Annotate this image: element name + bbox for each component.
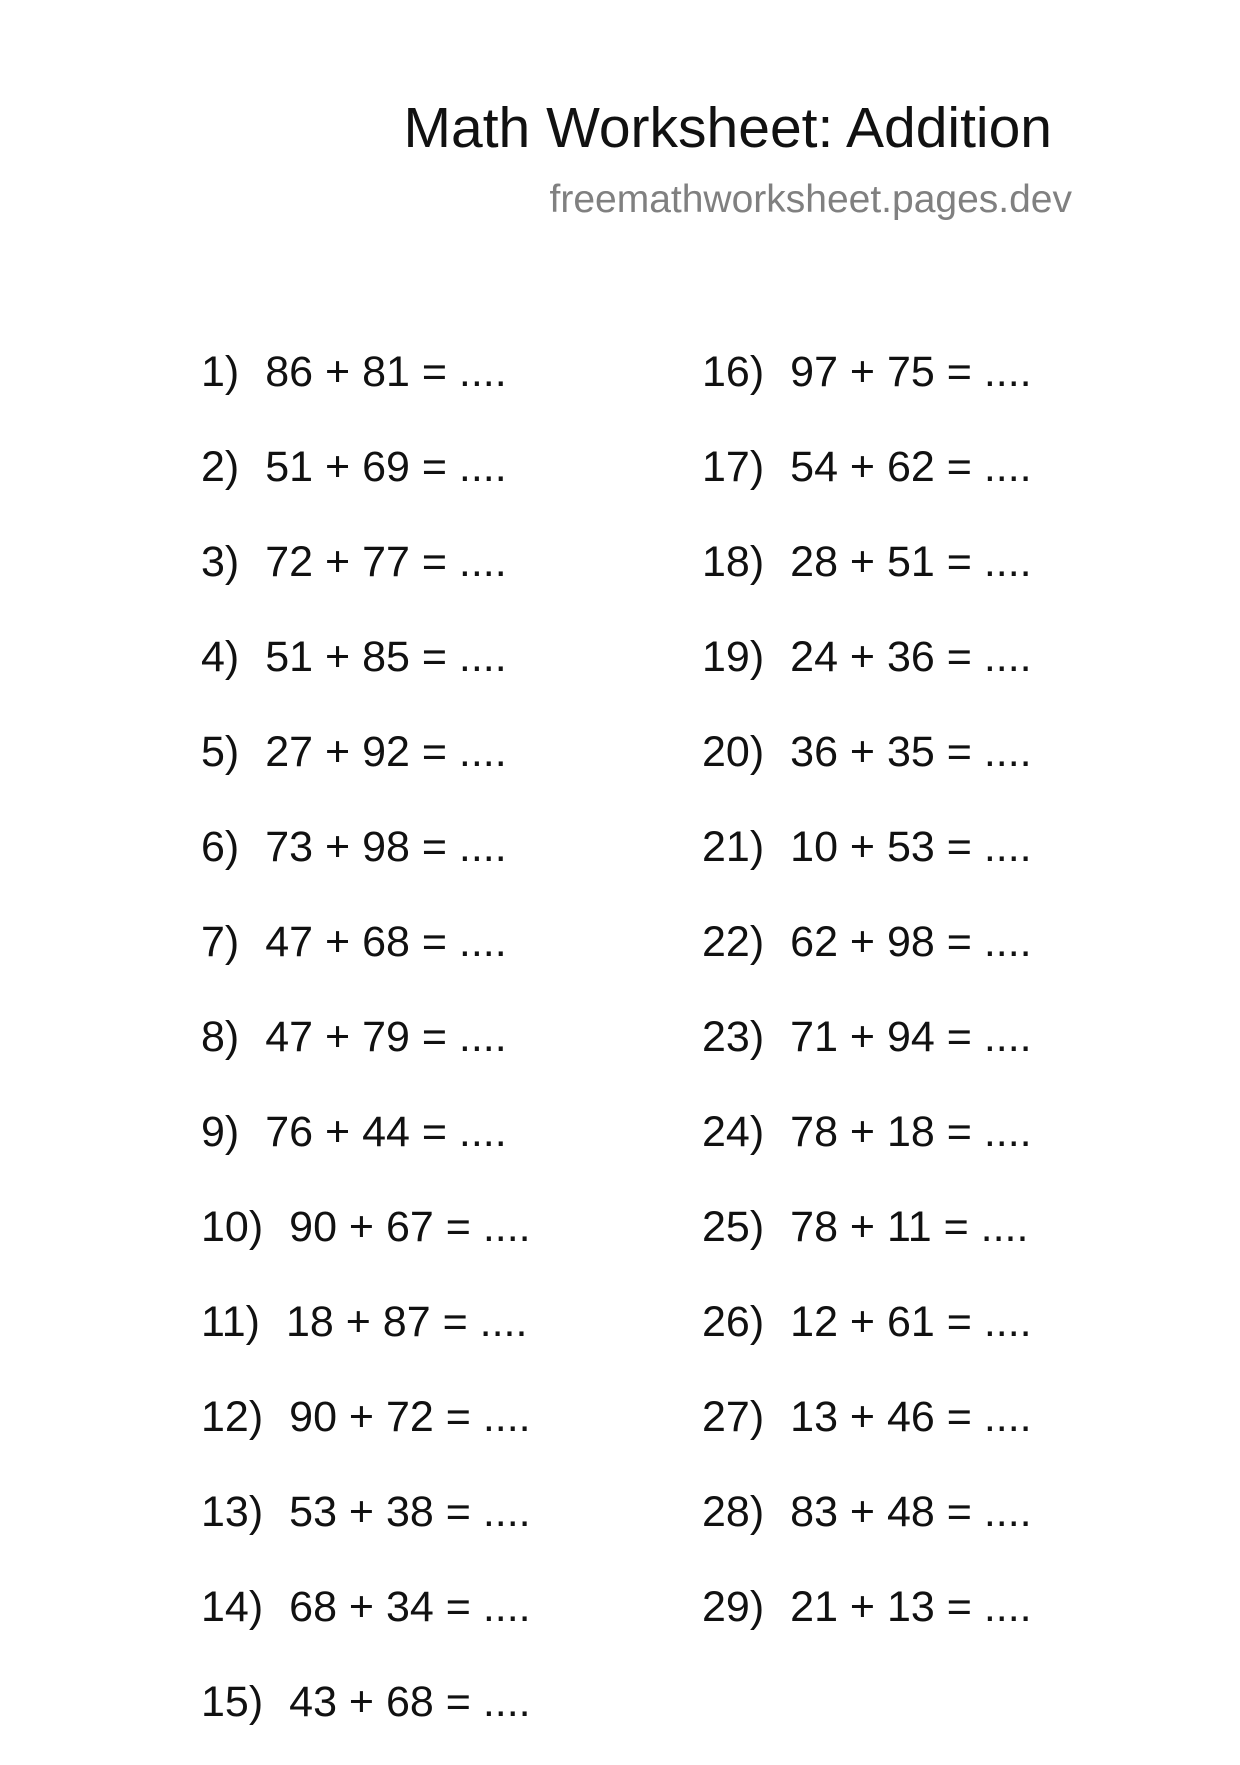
problem-number: 1) [201, 348, 240, 396]
problem-expression: 72 + 77 = .... [265, 538, 507, 586]
problem-item [201, 1195, 531, 1290]
problem-expression: 78 + 18 = .... [790, 1108, 1032, 1156]
problem-number: 27) [702, 1393, 765, 1441]
problem-expression: 71 + 94 = .... [790, 1013, 1032, 1061]
problem-item [201, 1385, 531, 1480]
problem-expression: 62 + 98 = .... [790, 918, 1032, 966]
problem-item [201, 1005, 531, 1100]
problem-number: 13) [201, 1488, 264, 1536]
problem-item [201, 625, 531, 720]
problem-number: 12) [201, 1393, 264, 1441]
problem-expression: 51 + 85 = .... [265, 633, 507, 681]
problem-column-right [702, 340, 1032, 1670]
problem-expression: 90 + 67 = .... [289, 1203, 531, 1251]
problem-number: 5) [201, 728, 240, 776]
problem-expression: 10 + 53 = .... [790, 823, 1032, 871]
problem-item [201, 910, 531, 1005]
problem-item [702, 435, 1032, 530]
problem-number: 16) [702, 348, 765, 396]
problem-number: 25) [702, 1203, 765, 1251]
problem-number: 18) [702, 538, 765, 586]
problem-item [702, 530, 1032, 625]
problem-number: 19) [702, 633, 765, 681]
problem-item [201, 720, 531, 815]
problem-number: 11) [201, 1298, 260, 1346]
problem-number: 29) [702, 1583, 765, 1631]
problem-item [702, 1575, 1032, 1670]
site-url: freemathworksheet.pages.dev [549, 178, 1072, 221]
problem-column-left [201, 340, 531, 1765]
problem-number: 9) [201, 1108, 240, 1156]
problem-item [201, 530, 531, 625]
problem-item [201, 1480, 531, 1575]
problem-number: 10) [201, 1203, 264, 1251]
problem-expression: 36 + 35 = .... [790, 728, 1032, 776]
problem-item [702, 340, 1032, 435]
problem-expression: 68 + 34 = .... [289, 1583, 531, 1631]
problem-number: 4) [201, 633, 240, 681]
problem-expression: 51 + 69 = .... [265, 443, 507, 491]
problem-number: 24) [702, 1108, 765, 1156]
problem-item [201, 340, 531, 435]
problem-expression: 18 + 87 = .... [285, 1298, 528, 1346]
problem-expression: 24 + 36 = .... [790, 633, 1032, 681]
problem-expression: 12 + 61 = .... [790, 1298, 1032, 1346]
problem-number: 6) [201, 823, 240, 871]
problem-item [702, 1385, 1032, 1480]
problem-expression: 47 + 79 = .... [265, 1013, 507, 1061]
problem-item [702, 1195, 1032, 1290]
problem-number: 28) [702, 1488, 765, 1536]
problem-item [702, 720, 1032, 815]
problem-number: 17) [702, 443, 765, 491]
problem-item [702, 1005, 1032, 1100]
problem-expression: 73 + 98 = .... [265, 823, 507, 871]
problem-expression: 13 + 46 = .... [790, 1393, 1032, 1441]
problem-item [702, 1480, 1032, 1575]
problem-item [702, 815, 1032, 910]
problem-number: 3) [201, 538, 240, 586]
problem-item [201, 1575, 531, 1670]
problem-item [201, 1100, 531, 1195]
problem-number: 22) [702, 918, 765, 966]
problem-number: 26) [702, 1298, 765, 1346]
problem-expression: 21 + 13 = .... [790, 1583, 1032, 1631]
problem-expression: 28 + 51 = .... [790, 538, 1032, 586]
problem-expression: 76 + 44 = .... [265, 1108, 507, 1156]
problem-item [201, 1290, 531, 1385]
problem-expression: 97 + 75 = .... [790, 348, 1032, 396]
problem-item [702, 1100, 1032, 1195]
problem-expression: 90 + 72 = .... [289, 1393, 531, 1441]
problem-number: 21) [702, 823, 765, 871]
problem-expression: 27 + 92 = .... [265, 728, 507, 776]
problem-expression: 86 + 81 = .... [265, 348, 507, 396]
problem-expression: 54 + 62 = .... [790, 443, 1032, 491]
problem-number: 7) [201, 918, 240, 966]
problem-item [201, 435, 531, 530]
problem-item [702, 625, 1032, 720]
problem-item [201, 1670, 531, 1765]
problem-expression: 53 + 38 = .... [289, 1488, 531, 1536]
problem-number: 8) [201, 1013, 240, 1061]
problem-number: 15) [201, 1678, 264, 1726]
problem-expression: 43 + 68 = .... [289, 1678, 531, 1726]
problem-item [201, 815, 531, 910]
problem-number: 14) [201, 1583, 264, 1631]
problem-number: 20) [702, 728, 765, 776]
page-title: Math Worksheet: Addition [403, 96, 1052, 160]
problem-expression: 78 + 11 = .... [790, 1203, 1029, 1251]
problem-number: 2) [201, 443, 240, 491]
problem-item [702, 910, 1032, 1005]
problem-expression: 83 + 48 = .... [790, 1488, 1032, 1536]
problem-item [702, 1290, 1032, 1385]
problem-expression: 47 + 68 = .... [265, 918, 507, 966]
problem-number: 23) [702, 1013, 765, 1061]
